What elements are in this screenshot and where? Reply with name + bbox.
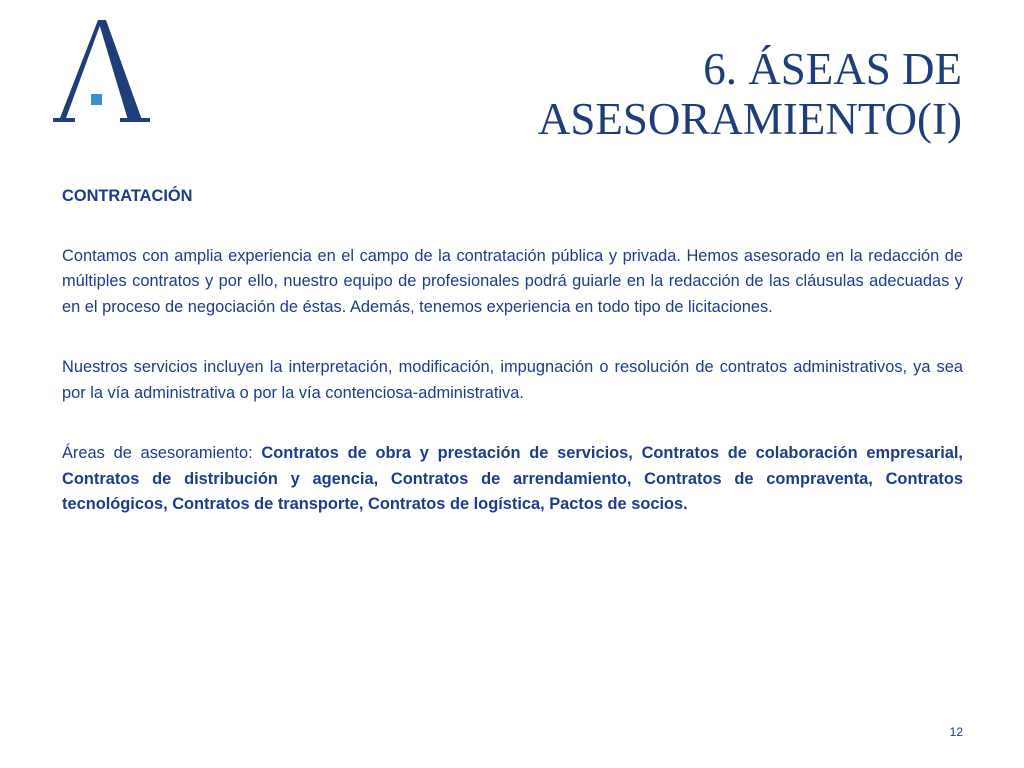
paragraph-services: Nuestros servicios incluyen la interpretación, modificación, impugnación o resolución de contratos administrativos, ya sea por la vía administrativa o por la vía contenciosa-administrativa. [62, 358, 963, 402]
title-line-2: ASESORAMIENTO(I) [537, 94, 962, 144]
slide-title [402, 44, 962, 144]
page-number: 12 [949, 725, 963, 739]
logo-left-serif [53, 118, 75, 122]
paragraph-areas [62, 441, 963, 518]
capital-a-logo [50, 18, 154, 130]
areas-list: Contratos de obra y prestación de servicios, Contratos de colaboración empresarial, Contratos de distribución y agencia, Contratos de arrendamiento, Contratos de compraventa, Contratos tecnológicos, Contratos de transporte, Contratos de logística, Pactos de socios. [62, 444, 963, 513]
slide-content [62, 184, 963, 553]
logo-blue-square [91, 94, 102, 105]
title-line-1: 6. ÁSEAS DE [703, 44, 962, 94]
logo-right-stroke [98, 20, 142, 120]
paragraph-experience: Contamos con amplia experiencia en el campo de la contratación pública y privada. Hemos asesorado en la redacción de múltiples contratos y por ello, nuestro equipo de profesionales podrá guiarle en la redacción de las cláusulas adecuadas y en el proceso de negociación de éstas. Además, tenemos experiencia en todo tipo de licitaciones. [62, 246, 963, 316]
areas-label: Áreas de asesoramiento: [62, 444, 262, 462]
logo-right-serif [120, 118, 150, 122]
section-heading: CONTRATACIÓN [62, 187, 193, 205]
